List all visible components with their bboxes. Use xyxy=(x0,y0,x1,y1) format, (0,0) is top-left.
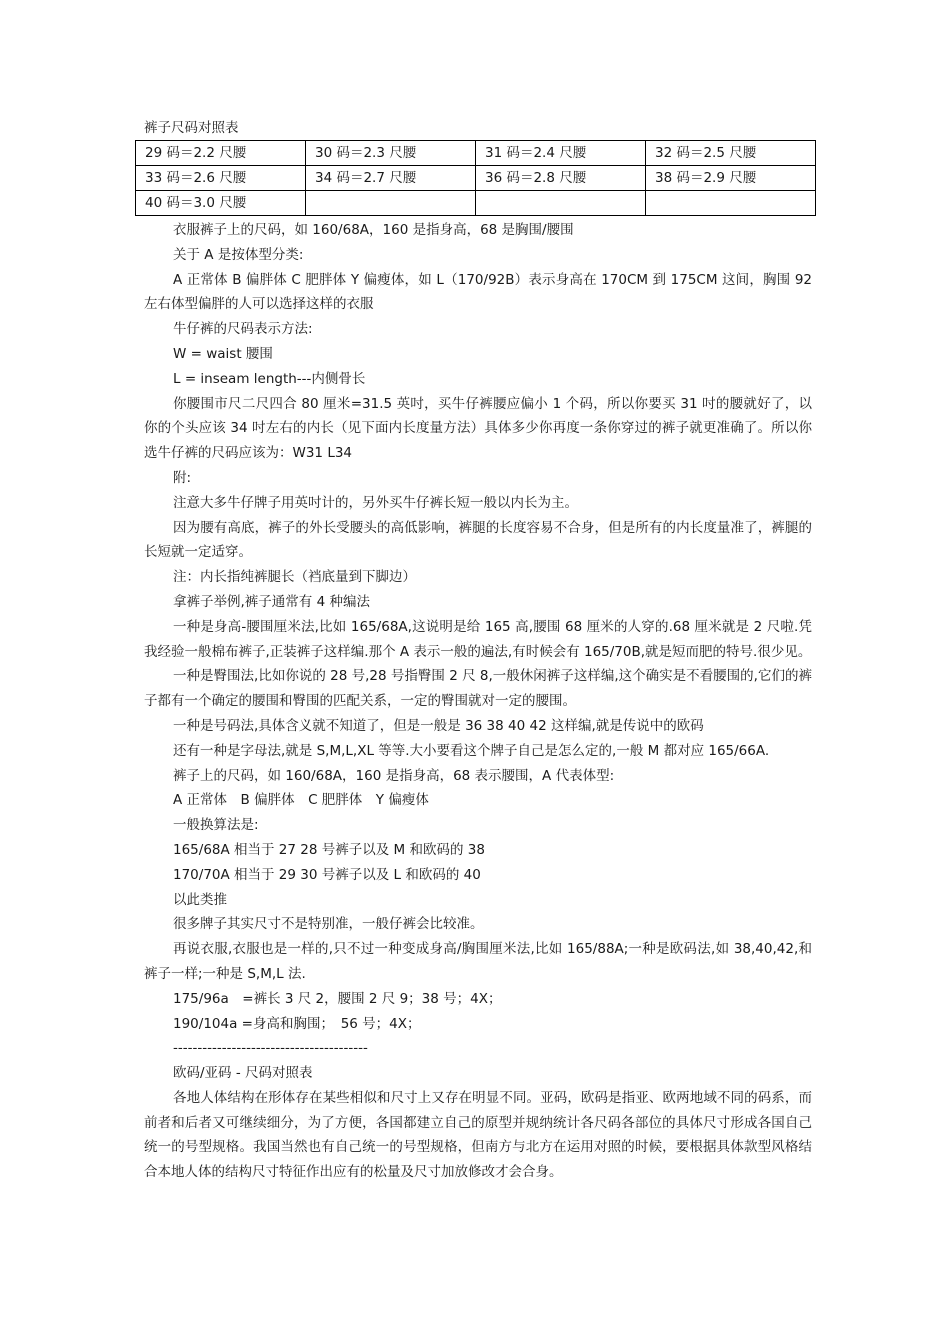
paragraph: 各地人体结构在形体存在某些相似和尺寸上又存在明显不同。亚码，欧码是指亚、欧两地域不同的码系，而前者和后者又可继续细分，为了方便，各国都建立自己的原型并规纳统计各尺码各部位的具体尺寸形成各国自己统一的号型规格。我国当然也有自己统一的号型规格，但南方与北方在运用对照的时候，要根据具体款型风格结合本地人体的结构尺寸特征作出应有的松量及尺寸加放修改才会合身。 xyxy=(144,1089,812,1181)
section-heading: 欧码/亚码 - 尺码对照表 xyxy=(173,1065,313,1082)
body-text xyxy=(144,218,812,1185)
paragraph: 你腰围市尺二尺四合 80 厘米=31.5 英吋，买牛仔裤腰应偏小 1 个码，所以你要买 31 吋的腰就好了，以你的个头应该 34 吋左右的内长（见下面内长度量方法）具体多少你再度一条你穿过的裤子就更准确了。所以你选牛仔裤的尺码应该为：W31 L34 xyxy=(144,395,812,462)
table-cell xyxy=(646,191,816,216)
paragraph: 衣服裤子上的尺码，如 160/68A，160 是指身高，68 是胸围/腰围 xyxy=(173,222,574,238)
table-cell: 40 码＝3.0 尺腰 xyxy=(136,191,306,216)
table-cell: 29 码＝2.2 尺腰 xyxy=(136,141,306,166)
paragraph: 附: xyxy=(173,469,192,486)
paragraph: 注意大多牛仔牌子用英吋计的，另外买牛仔裤长短一般以内长为主。 xyxy=(173,494,578,511)
paragraph: 175/96a =裤长 3 尺 2，腰围 2 尺 9；38 号；4X； xyxy=(173,990,502,1007)
table-cell xyxy=(306,191,476,216)
size-table xyxy=(135,140,816,216)
table-cell: 34 码＝2.7 尺腰 xyxy=(306,166,476,191)
paragraph: 裤子上的尺码，如 160/68A，160 是指身高，68 表示腰围，A 代表体型: xyxy=(173,767,615,784)
table-cell: 31 码＝2.4 尺腰 xyxy=(476,141,646,166)
paragraph: 注：内长指纯裤腿长（裆底量到下脚边） xyxy=(173,569,416,586)
table-cell: 30 码＝2.3 尺腰 xyxy=(306,141,476,166)
paragraph: 一种是身高-腰围厘米法,比如 165/68A,这说明是给 165 高,腰围 68 厘米的人穿的.68 厘米就是 2 尺啦.凭我经验一般棉布裤子,正装裤子这样编.那个 A 表示一般的遍法,有时候会有 165/70B,就是短而肥的特号.很少见。 xyxy=(144,618,812,660)
table-row xyxy=(136,166,816,191)
table-cell: 32 码＝2.5 尺腰 xyxy=(646,141,816,166)
paragraph: 牛仔裤的尺码表示方法: xyxy=(173,321,313,338)
table-cell: 38 码＝2.9 尺腰 xyxy=(646,166,816,191)
paragraph: 关于 A 是按体型分类: xyxy=(173,246,304,263)
table-cell: 33 码＝2.6 尺腰 xyxy=(136,166,306,191)
table-row xyxy=(136,141,816,166)
paragraph: 还有一种是字母法,就是 S,M,L,XL 等等.大小要看这个牌子自己是怎么定的,一般 M 都对应 165/66A. xyxy=(173,742,770,759)
paragraph: 190/104a =身高和胸围； 56 号；4X； xyxy=(173,1015,421,1032)
table-cell: 36 码＝2.8 尺腰 xyxy=(476,166,646,191)
paragraph: 165/68A 相当于 27 28 号裤子以及 M 和欧码的 38 xyxy=(173,841,485,858)
paragraph: W = waist 腰围 xyxy=(173,345,273,362)
divider-line: ---------------------------------------- xyxy=(173,1040,368,1057)
paragraph: 以此类推 xyxy=(173,891,227,908)
paragraph: L = inseam length---内侧骨长 xyxy=(173,370,366,387)
paragraph: 一般换算法是: xyxy=(173,817,259,834)
paragraph: A 正常体 B 偏胖体 C 肥胖体 Y 偏瘦体 xyxy=(173,792,429,809)
paragraph: 很多牌子其实尺寸不是特别准，一般仔裤会比较准。 xyxy=(173,916,484,933)
table-title: 裤子尺码对照表 xyxy=(144,120,239,136)
paragraph: 170/70A 相当于 29 30 号裤子以及 L 和欧码的 40 xyxy=(173,866,481,883)
paragraph: 拿裤子举例,裤子通常有 4 种编法 xyxy=(173,593,370,610)
paragraph: 因为腰有高底，裤子的外长受腰头的高低影响，裤腿的长度容易不合身，但是所有的内长度量准了，裤腿的长短就一定适穿。 xyxy=(144,519,812,561)
paragraph: 一种是号码法,具体含义就不知道了，但是一般是 36 38 40 42 这样编,就是传说中的欧码 xyxy=(173,717,704,734)
paragraph: 再说衣服,衣服也是一样的,只不过一种变成身高/胸围厘米法,比如 165/88A;一种是欧码法,如 38,40,42,和裤子一样;一种是 S,M,L 法. xyxy=(144,941,812,982)
paragraph: 一种是臀围法,比如你说的 28 号,28 号指臀围 2 尺 8,一般休闲裤子这样编,这个确实是不看腰围的,它们的裤子都有一个确定的腰围和臀围的匹配关系，一定的臀围就对一定的腰围。 xyxy=(144,668,812,710)
table-cell xyxy=(476,191,646,216)
table-row xyxy=(136,191,816,216)
paragraph: A 正常体 B 偏胖体 C 肥胖体 Y 偏瘦体，如 L（170/92B）表示身高在 170CM 到 175CM 这间，胸围 92 左右体型偏胖的人可以选择这样的衣服 xyxy=(144,271,812,313)
